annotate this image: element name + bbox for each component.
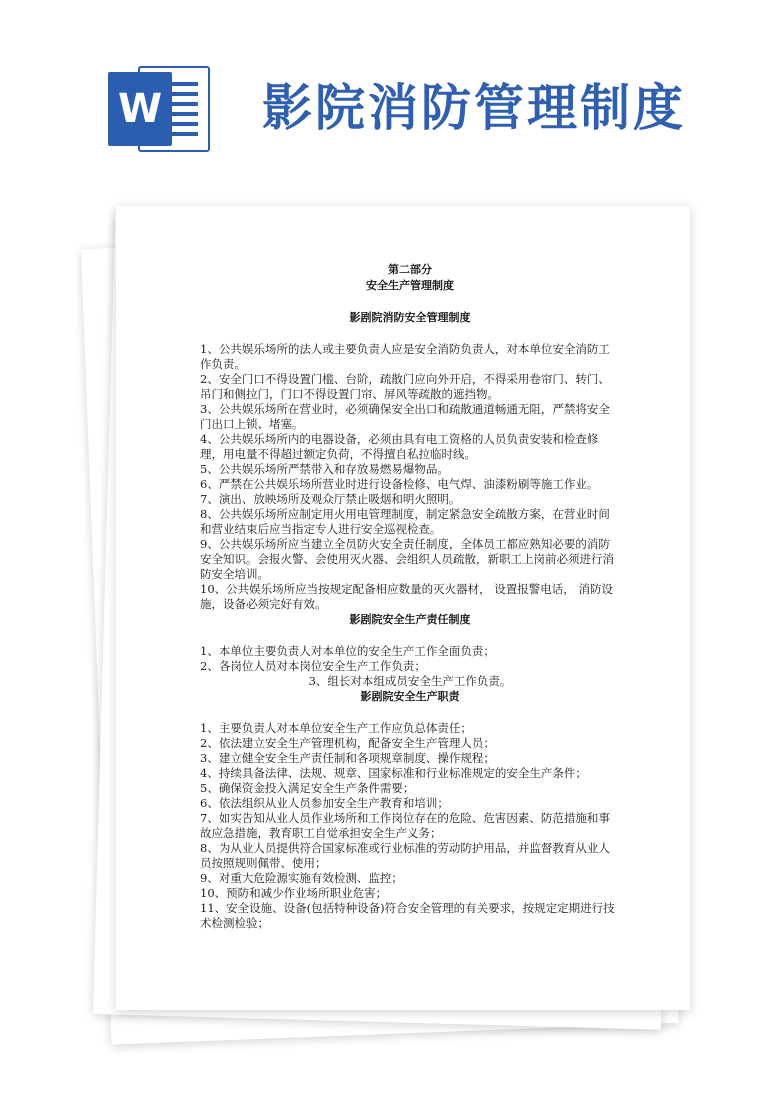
section-item: 2、各岗位人员对本岗位安全生产工作负责； xyxy=(200,659,426,673)
part-subheading: 安全生产管理制度 xyxy=(366,279,454,292)
part-heading: 第二部分 xyxy=(388,263,432,276)
banner-title: 影院消防管理制度 xyxy=(262,79,686,137)
section-item: 6、依法组织从业人员参加安全生产教育和培训； xyxy=(200,796,449,810)
section-item: 2、依法建立安全生产管理机构，配备安全生产管理人员； xyxy=(200,736,495,750)
section-item: 6、严禁在公共娱乐场所营业时进行设备检修、电气焊、油漆粉刷等施工作业。 xyxy=(200,477,599,491)
word-letter: W xyxy=(108,72,172,146)
section-item: 3、公共娱乐场所在营业时，必须确保安全出口和疏散通道畅通无阻，严禁将安全门出口上锁、堵塞。 xyxy=(200,402,610,431)
section-heading: 影剧院安全生产责任制度 xyxy=(349,613,471,626)
section-item: 1、公共娱乐场所的法人或主要负责人应是安全消防负责人，对本单位安全消防工作负责。 xyxy=(200,342,610,371)
section-item: 7、如实告知从业人员作业场所和工作岗位存在的危险、危害因素、防范措施和事故应急措施，教育职工自觉承担安全生产义务； xyxy=(200,811,610,840)
section-item: 8、为从业人员提供符合国家标准或行业标准的劳动防护用品，并监督教育从业人员按照规则佩带、使用； xyxy=(200,841,610,870)
section-heading: 影剧院安全生产职责 xyxy=(360,690,460,703)
section-item: 9、公共娱乐场所应当建立全员防火安全责任制度，全体员工都应熟知必要的消防安全知识。会报火警、会使用灭火器、会组织人员疏散，新职工上岗前必须进行消防安全培训。 xyxy=(200,537,614,581)
section-item: 10、预防和减少作业场所职业危害； xyxy=(200,886,388,900)
section-item: 2、安全门口不得设置门槛、台阶，疏散门应向外开启，不得采用卷帘门、转门、吊门和侧拉门，门口不得设置门帘、屏风等疏散的遮挡物。 xyxy=(200,372,610,401)
section-item: 3、组长对本组成员安全生产工作负责。 xyxy=(308,674,512,688)
section-item: 1、本单位主要负责人对本单位的安全生产工作全面负责； xyxy=(200,644,495,658)
section-item: 1、主要负责人对本单位安全生产工作应负总体责任； xyxy=(200,721,472,735)
section-item: 8、公共娱乐场所应制定用火用电管理制度，制定紧急安全疏散方案，在营业时间和营业结束后应当指定专人进行安全巡视检查。 xyxy=(200,507,610,536)
document-content xyxy=(200,262,620,931)
banner xyxy=(0,0,780,200)
section-item: 7、演出、放映场所及观众厅禁止吸烟和明火照明。 xyxy=(200,492,461,506)
section-item: 5、公共娱乐场所严禁带入和存放易燃易爆物品。 xyxy=(200,462,449,476)
section-item: 10、公共娱乐场所应当按规定配备相应数量的灭火器材， 设置报警电话， 消防设施，设备必须完好有效。 xyxy=(200,582,613,611)
section-item: 4、公共娱乐场所内的电器设备，必须由具有电工资格的人员负责安装和检查修理，用电量不得超过额定负荷，不得擅自私拉临时线。 xyxy=(200,432,599,461)
section-heading: 影剧院消防安全管理制度 xyxy=(349,311,471,324)
section-item: 5、确保资金投入满足安全生产条件需要； xyxy=(200,781,415,795)
word-document-icon xyxy=(108,66,210,152)
section-item: 3、建立健全安全生产责任制和各项规章制度、操作规程； xyxy=(200,751,495,765)
section-item: 9、对重大危险源实施有效检测、监控； xyxy=(200,871,403,885)
section-item: 11、安全设施、设备(包括特种设备)符合安全管理的有关要求，按规定定期进行技术检测检验； xyxy=(200,901,615,930)
section-item: 4、持续具备法律、法规、规章、国家标准和行业标准规定的安全生产条件； xyxy=(200,766,587,780)
